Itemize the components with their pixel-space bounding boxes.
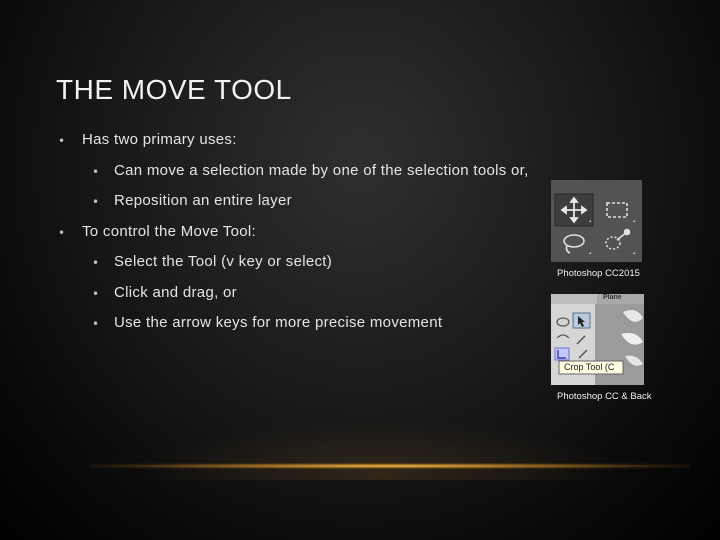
bullet-marker: • bbox=[58, 134, 66, 148]
sub-bullet-item: Select the Tool (v key or select) bbox=[114, 253, 333, 270]
bullet-marker: • bbox=[58, 226, 66, 240]
bullet-item: Has two primary uses: bbox=[82, 131, 237, 148]
accent-glow-line bbox=[90, 463, 690, 469]
image-caption: Photoshop CC & Back bbox=[557, 391, 652, 402]
glow-halo bbox=[140, 420, 620, 480]
sub-bullet-marker: • bbox=[92, 165, 100, 179]
sub-bullet-item: Can move a selection made by one of the selection tools or, bbox=[114, 162, 529, 179]
sub-bullet-marker: • bbox=[92, 317, 100, 331]
image-caption: Photoshop CC2015 bbox=[557, 268, 640, 279]
photoshop-cc-back-toolbar-image bbox=[551, 294, 644, 385]
photoshop-cc2015-toolbar-image bbox=[551, 180, 642, 262]
sub-bullet-item: Click and drag, or bbox=[114, 284, 237, 301]
panel-label: Plane bbox=[603, 294, 622, 301]
sub-bullet-marker: • bbox=[92, 287, 100, 301]
sub-bullet-marker: • bbox=[92, 195, 100, 209]
toolbar-illustration bbox=[551, 180, 642, 262]
sub-bullet-item: Reposition an entire layer bbox=[114, 192, 292, 209]
bullet-item: To control the Move Tool: bbox=[82, 223, 256, 240]
sub-bullet-marker: • bbox=[92, 256, 100, 270]
sub-bullet-item: Use the arrow keys for more precise movement bbox=[114, 314, 443, 331]
crop-tool-tooltip: Crop Tool (C bbox=[564, 362, 615, 372]
slide-title: THE MOVE TOOL bbox=[56, 74, 292, 105]
